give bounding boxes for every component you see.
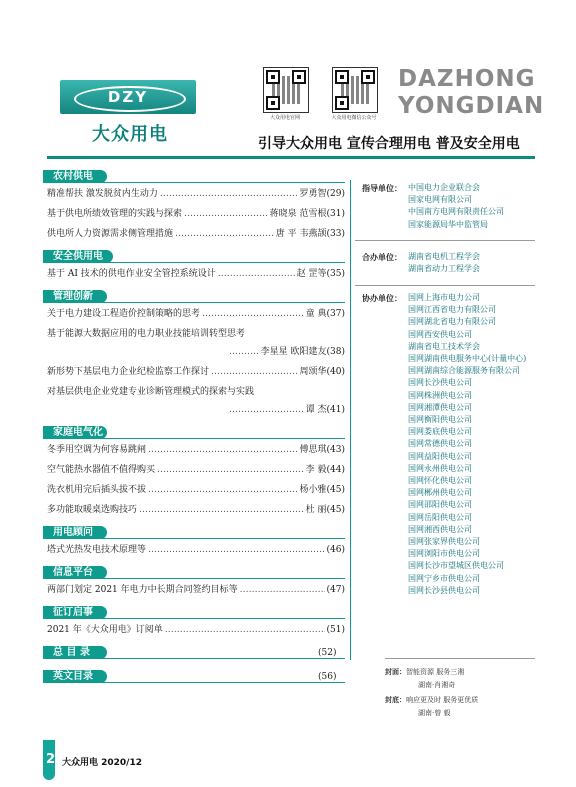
sponsor-org: 湖南省动力工程学会: [408, 264, 480, 274]
toc-entry: [47, 544, 345, 556]
entry-page: (40): [326, 367, 345, 377]
entry-author: 李 毅: [305, 465, 327, 475]
section-header: 农村供电: [43, 170, 107, 183]
section-header: 征订启事: [43, 606, 107, 619]
entry-title: 空气能热水器值不值得购买: [47, 465, 156, 475]
sponsor-org: 国网湖南供电服务中心(计量中心): [408, 354, 527, 364]
sponsor-org: 国网西安供电公司: [408, 329, 472, 339]
cover-front-credit: 湖南·肖湘奇: [418, 681, 456, 689]
toc-entry: [47, 346, 345, 358]
logo-initials: DZY: [107, 88, 149, 106]
toc-entry: [47, 268, 345, 280]
brand-line-1: DAZHONG: [398, 66, 536, 92]
entry-title: 多功能取暖桌选购技巧: [47, 505, 138, 515]
entry-page: (45): [326, 505, 345, 515]
entry-author: 杨小雅: [299, 485, 327, 495]
assist-list: [408, 292, 526, 597]
sponsor-org: 中国电力企业联合会: [408, 183, 480, 192]
section-underline: [43, 682, 345, 683]
cover-front: [385, 667, 464, 677]
entry-author: 罗勇智: [299, 189, 327, 199]
leader-dots: [148, 484, 297, 496]
leader-dots: [202, 308, 304, 320]
section-underline: [43, 578, 345, 579]
entry-title: 两部门划定 2021 年电力中长期合同签约目标等: [47, 585, 238, 595]
sponsor-divider-1: [355, 240, 535, 241]
entry-title: 精准帮扶 激发脱贫内生动力: [47, 189, 158, 199]
leader-dots: [218, 268, 295, 280]
sponsor-org: 国家电网有限公司: [408, 195, 472, 205]
entry-page: (46): [326, 545, 345, 555]
slogan: 引导大众用电 宣传合理用电 普及安全用电: [258, 136, 520, 152]
toc-entry: [47, 444, 345, 456]
sponsor-org: 国网湖北省电力有限公司: [408, 317, 496, 327]
sponsor-org: 湖南省电机工程学会: [408, 252, 480, 261]
sponsor-org: 国网益阳供电公司: [408, 451, 472, 461]
entry-title: 基于供电所绩效管理的实践与探索: [47, 209, 183, 219]
sponsor-org: 国网湘西供电公司: [408, 524, 472, 534]
qr-caption-wechat: 大众用电微信公众号: [331, 115, 377, 121]
entry-title: 基于 AI 技术的供电作业安全管控系统设计: [47, 269, 216, 279]
cover-back-label: 封底：: [385, 696, 406, 704]
entry-page: (38): [326, 347, 345, 357]
entry-page: (41): [326, 405, 345, 415]
entry-author: 李星星 欧阳建友: [260, 347, 327, 357]
leader-dots: [139, 504, 304, 516]
entry-author: 蒋晓泉 范雪根: [269, 209, 327, 219]
entry-author: 杜 丽: [305, 505, 327, 515]
host-list: [408, 251, 480, 275]
sponsor-org: 国家能源局华中监管局: [408, 219, 488, 229]
toc-entry: [47, 624, 345, 636]
toc-entry: [47, 228, 345, 240]
entry-author: 傅思琪: [299, 445, 327, 455]
magazine-logo: [60, 80, 196, 114]
toc-entry: [47, 308, 345, 320]
entry-author: 唐 平 韦燕颉: [275, 229, 327, 239]
entry-title: 基于能源大数据应用的电力职业技能培训转型思考: [47, 329, 246, 339]
logo-name: 大众用电: [92, 124, 168, 145]
section-header: 信息平台: [43, 566, 107, 579]
sponsor-org: 国网湖南综合能源服务有限公司: [408, 366, 520, 376]
leader-dots: [165, 624, 325, 636]
sponsor-org: 国网常德供电公司: [408, 439, 472, 449]
qr-code-wechat-icon: [332, 67, 378, 113]
toc-entry: [47, 188, 345, 200]
leader-dots: [148, 444, 297, 456]
guide-list: [408, 182, 504, 231]
footer-issue: 大众用电 2020/12: [62, 758, 142, 768]
cover-back-credit: 湖南·曾 毅: [418, 709, 451, 717]
entry-title: 塔式光热发电技术原理等: [47, 545, 147, 555]
host-label: 合办单位：: [362, 253, 402, 262]
leader-dots: [240, 584, 325, 596]
sponsor-org: 国网浏阳市供电公司: [408, 549, 480, 559]
sponsor-org: 国网郴州供电公司: [408, 488, 472, 498]
section-header: 总 目 录: [43, 646, 107, 659]
entry-title: 新形势下基层电力企业纪检监察工作探讨: [47, 367, 210, 377]
toc-entry: [47, 404, 345, 416]
cover-front-label: 封面：: [385, 668, 406, 676]
sponsor-org: 国网长沙供电公司: [408, 378, 472, 388]
toc-entry: [47, 366, 345, 378]
sponsor-org: 国网江西省电力有限公司: [408, 305, 496, 315]
sponsor-org: 国网岳阳供电公司: [408, 512, 472, 522]
sponsor-org: 国网长沙县供电公司: [408, 585, 480, 595]
leader-dots: [148, 544, 325, 556]
page-number: 2: [46, 752, 56, 767]
leader-dots: [184, 208, 268, 220]
entry-page: (43): [326, 445, 345, 455]
leader-dots: [211, 366, 297, 378]
entry-page: (35): [326, 269, 345, 279]
sponsor-org: 国网长沙市望城区供电公司: [408, 561, 504, 571]
leader-dots: [160, 188, 298, 200]
toc-entry: [47, 208, 345, 220]
header-divider: [47, 156, 535, 159]
entry-title: 洗衣机用完后插头拔不拔: [47, 485, 147, 495]
entry-page: (37): [326, 309, 345, 319]
section-underline: [43, 262, 345, 263]
entry-page: (29): [326, 189, 345, 199]
section-underline: [43, 438, 345, 439]
entry-title: 2021 年《大众用电》订阅单: [47, 625, 163, 635]
qr-code-website-icon: [263, 67, 309, 113]
section-page: (52): [318, 648, 337, 658]
section-underline: [43, 658, 345, 659]
sponsor-org: 国网株洲供电公司: [408, 390, 472, 400]
section-page: (56): [318, 672, 337, 682]
entry-title: 冬季用空调为何容易跳闸: [47, 445, 147, 455]
entry-author: 赵 罡等: [296, 269, 327, 279]
guide-label: 指导单位：: [362, 184, 402, 193]
column-divider: [350, 180, 351, 660]
sponsor-org: 中国南方电网有限责任公司: [408, 207, 504, 217]
entry-page: (33): [326, 229, 345, 239]
leader-dots: [229, 346, 259, 358]
entry-author: 谭 杰: [305, 405, 327, 415]
sponsor-org: 国网永州供电公司: [408, 463, 472, 473]
toc-entry: [47, 484, 345, 496]
toc-entry: [47, 464, 345, 476]
sponsor-org: 国网衡阳供电公司: [408, 415, 472, 425]
cover-divider: [385, 658, 535, 659]
entry-author: 童 典: [305, 309, 327, 319]
sponsor-org: 国网宁乡市供电公司: [408, 573, 480, 583]
sponsor-org: 国网上海市电力公司: [408, 293, 480, 302]
entry-page: (31): [326, 209, 345, 219]
sponsor-org: 国网娄底供电公司: [408, 427, 472, 437]
sponsor-org: 国网怀化供电公司: [408, 476, 472, 486]
cover-back-text: 响应更及时 服务更优质: [406, 696, 479, 704]
entry-page: (44): [326, 465, 345, 475]
toc-entry: [47, 504, 345, 516]
section-underline: [43, 302, 345, 303]
section-underline: [43, 538, 345, 539]
section-underline: [43, 618, 345, 619]
sponsor-org: 湖南省电工技术学会: [408, 341, 480, 351]
entry-title: 关于电力建设工程造价控制策略的思考: [47, 309, 201, 319]
section-header: 用电顾问: [43, 526, 107, 539]
leader-dots: [175, 228, 274, 240]
toc-entry: [47, 584, 345, 596]
leader-dots: [229, 404, 304, 416]
sponsor-org: 国网邵阳供电公司: [408, 500, 472, 510]
section-header: 管理创新: [43, 290, 107, 303]
cover-front-text: 智能资源 服务三湘: [406, 668, 465, 676]
assist-label: 协办单位：: [362, 294, 402, 303]
section-header: 英文目录: [43, 670, 107, 683]
entry-page: (51): [326, 625, 345, 635]
qr-caption-website: 大众用电官网: [269, 115, 300, 121]
entry-page: (45): [326, 485, 345, 495]
cover-back: [385, 695, 478, 705]
brand-line-2: YONGDIAN: [398, 93, 545, 119]
entry-title: 对基层供电企业党建专业诊断管理模式的探索与实践: [47, 387, 255, 397]
sponsor-org: 国网湘潭供电公司: [408, 402, 472, 412]
leader-dots: [157, 464, 304, 476]
entry-author: 周颂华: [299, 367, 327, 377]
section-underline: [43, 182, 345, 183]
sponsor-org: 国网张家界供电公司: [408, 537, 480, 547]
entry-title: 供电所人力资源需求侧管理措施: [47, 229, 174, 239]
entry-page: (47): [326, 585, 345, 595]
section-header: 安全供用电: [43, 250, 113, 263]
sponsor-divider-2: [355, 285, 535, 286]
section-header: 家庭电气化: [43, 426, 107, 439]
